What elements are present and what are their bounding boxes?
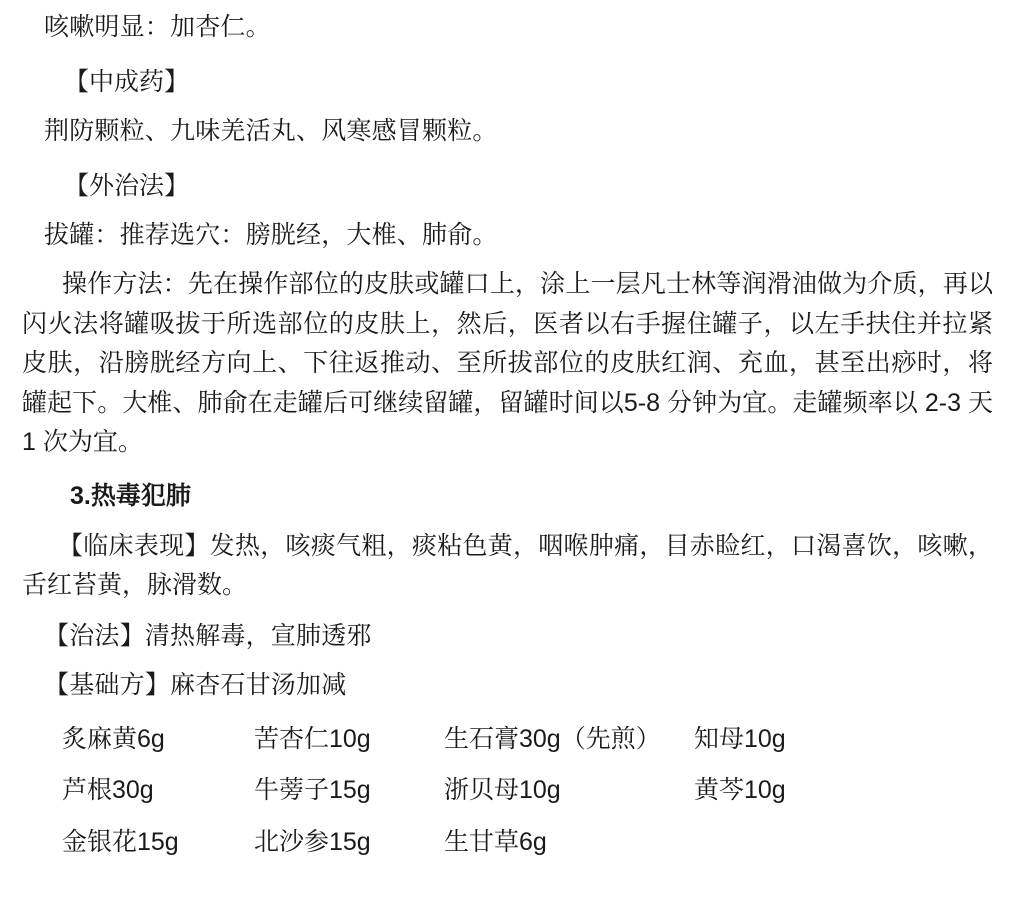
section-3-heading: 3.热毒犯肺	[70, 481, 191, 510]
herb-item: 炙麻黄6g	[62, 724, 165, 753]
herb-item: 知母10g	[694, 724, 786, 753]
patent-medicine-paragraph: 荆防颗粒、九味羌活丸、风寒感冒颗粒。	[44, 117, 498, 145]
herb-item: 生石膏30g（先煎）	[444, 724, 661, 753]
herb-item: 北沙参15g	[254, 827, 371, 856]
herb-row	[22, 824, 993, 862]
herb-item: 黄芩10g	[694, 776, 786, 804]
external-therapy-heading: 【外治法】	[64, 172, 190, 200]
herb-item: 芦根30g	[62, 776, 154, 804]
herb-row	[22, 772, 993, 810]
base-formula-paragraph: 【基础方】麻杏石甘汤加减	[44, 670, 347, 699]
herb-item: 生甘草6g	[444, 827, 547, 856]
herb-item: 浙贝母10g	[444, 776, 561, 804]
operation-method-paragraph: 操作方法：先在操作部位的皮肤或罐口上，涂上一层凡士林等润滑油做为介质，再以闪火法将罐吸拔于所选部位的皮肤上，然后，医者以右手握住罐子，以左手扶住并拉紧皮肤，沿膀胱经方向上、下往返推动、至所拔部位的皮肤红润、充血，甚至出痧时，将罐起下。大椎、肺俞在走罐后可继续留罐，留罐时间以5-8 分钟为宜。走罐频率以 2-3 天 1 次为宜。	[22, 270, 993, 456]
herb-item: 苦杏仁10g	[254, 724, 371, 753]
treatment-method-paragraph: 【治法】清热解毒，宣肺透邪	[44, 621, 372, 650]
herb-item: 牛蒡子15g	[254, 776, 371, 804]
cupping-points-paragraph: 拔罐：推荐选穴：膀胱经，大椎、肺俞。	[44, 221, 498, 249]
herb-row	[22, 721, 993, 759]
herb-item: 金银花15g	[62, 827, 179, 856]
clinical-manifestation-paragraph: 【临床表现】发热，咳痰气粗，痰粘色黄，咽喉肿痛，目赤睑红，口渴喜饮，咳嗽，舌红苔黄，脉滑数。	[22, 531, 993, 599]
cough-note-paragraph: 咳嗽明显：加杏仁。	[44, 13, 271, 41]
patent-medicine-heading: 【中成药】	[64, 68, 190, 96]
